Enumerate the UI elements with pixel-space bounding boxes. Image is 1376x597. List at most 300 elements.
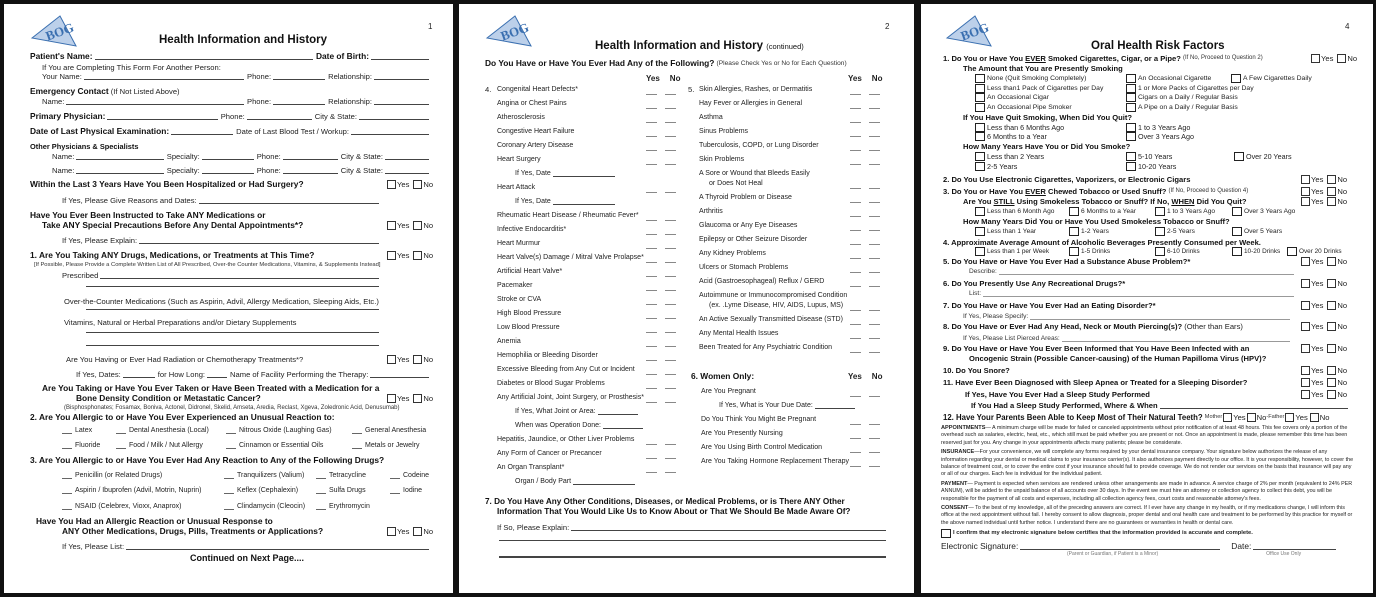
checkbox[interactable] <box>975 207 985 216</box>
no-checkbox[interactable] <box>1327 344 1336 353</box>
checkbox-option[interactable] <box>1126 132 1194 141</box>
no-blank[interactable] <box>665 289 676 291</box>
condition-detail-field[interactable] <box>598 413 638 415</box>
no-blank[interactable] <box>665 387 676 389</box>
no-blank[interactable] <box>665 219 676 221</box>
option-item[interactable] <box>352 441 419 450</box>
yes-label: Yes <box>1311 344 1324 353</box>
condition-detail-field[interactable] <box>573 483 635 485</box>
checkbox-option[interactable] <box>1069 207 1136 216</box>
physician-city-field[interactable] <box>359 118 429 120</box>
yes-checkbox[interactable] <box>1301 390 1310 399</box>
checkbox[interactable] <box>1126 103 1136 112</box>
option-blank[interactable] <box>62 433 72 434</box>
emergency-relationship-field[interactable] <box>374 103 429 105</box>
last-blood-field[interactable] <box>351 133 429 135</box>
specialty-field[interactable] <box>202 158 254 160</box>
yes-checkbox[interactable] <box>387 527 396 536</box>
no-blank[interactable] <box>869 135 880 137</box>
no-blank[interactable] <box>665 121 676 123</box>
yes-blank[interactable] <box>850 351 861 353</box>
no-checkbox[interactable] <box>1337 54 1346 63</box>
otc-field[interactable] <box>86 308 379 310</box>
no-blank[interactable] <box>665 345 676 347</box>
condition-label: Artificial Heart Valve* <box>497 268 563 275</box>
yes-blank[interactable] <box>850 257 861 259</box>
checkbox-option[interactable] <box>975 93 1049 102</box>
option-blank[interactable] <box>352 433 362 434</box>
yes-blank[interactable] <box>646 443 657 445</box>
list-field[interactable] <box>983 295 1294 297</box>
checkbox[interactable] <box>1069 247 1079 256</box>
yes-blank[interactable] <box>850 423 861 425</box>
explain-field-line3[interactable] <box>499 555 886 558</box>
yes-checkbox[interactable] <box>387 355 396 364</box>
checkbox-option[interactable] <box>1232 207 1295 216</box>
checkbox[interactable] <box>975 93 985 102</box>
no-blank[interactable] <box>869 337 880 339</box>
option-item[interactable] <box>390 471 429 480</box>
explain-field-line2[interactable] <box>499 539 886 541</box>
no-blank[interactable] <box>665 261 676 263</box>
option-blank[interactable] <box>116 433 126 434</box>
relationship-field[interactable] <box>374 78 429 80</box>
checkbox-label: 1 to 3 Years Ago <box>1138 123 1191 132</box>
prescribed-field[interactable] <box>100 277 379 279</box>
option-blank[interactable] <box>316 509 326 510</box>
yes-blank[interactable] <box>850 243 861 245</box>
no-blank[interactable] <box>869 215 880 217</box>
yes-blank[interactable] <box>646 121 657 123</box>
page-number: 1 <box>428 22 433 31</box>
no-checkbox[interactable] <box>1327 257 1336 266</box>
yes-blank[interactable] <box>646 135 657 137</box>
yes-checkbox[interactable] <box>1301 279 1310 288</box>
no-blank[interactable] <box>869 323 880 325</box>
checkbox[interactable] <box>1126 93 1136 102</box>
yes-blank[interactable] <box>850 437 861 439</box>
no-blank[interactable] <box>869 229 880 231</box>
option-blank[interactable] <box>352 448 362 449</box>
yes-blank[interactable] <box>646 303 657 305</box>
no-blank[interactable] <box>869 451 880 453</box>
option-item[interactable] <box>62 502 181 511</box>
yes-blank[interactable] <box>850 201 861 203</box>
no-blank[interactable] <box>869 201 880 203</box>
yes-blank[interactable] <box>646 401 657 403</box>
no-blank[interactable] <box>665 247 676 249</box>
no-blank[interactable] <box>869 243 880 245</box>
checkbox-option[interactable] <box>1126 93 1238 102</box>
yes-checkbox[interactable] <box>1301 175 1310 184</box>
option-item[interactable] <box>316 502 370 511</box>
no-checkbox[interactable] <box>1327 187 1336 196</box>
checkbox-option[interactable] <box>975 103 1072 112</box>
checkbox[interactable] <box>975 227 985 236</box>
yes-blank[interactable] <box>850 451 861 453</box>
checkbox[interactable] <box>1232 227 1242 236</box>
yes-blank[interactable] <box>850 337 861 339</box>
yes-blank[interactable] <box>646 247 657 249</box>
option-blank[interactable] <box>390 493 400 494</box>
no-checkbox[interactable] <box>413 355 422 364</box>
yes-blank[interactable] <box>850 215 861 217</box>
checkbox-option[interactable] <box>1232 227 1282 236</box>
checkbox-option[interactable] <box>1287 247 1342 256</box>
condition-detail-field[interactable] <box>815 407 855 409</box>
describe-field[interactable] <box>999 273 1294 275</box>
condition-item <box>699 221 797 230</box>
checkbox-option[interactable] <box>1126 74 1211 83</box>
yes-blank[interactable] <box>646 289 657 291</box>
no-blank[interactable] <box>869 423 880 425</box>
last-physical-field[interactable] <box>171 133 233 135</box>
no-label: No <box>423 527 434 536</box>
no-blank[interactable] <box>665 331 676 333</box>
date-field[interactable] <box>1253 548 1336 550</box>
confirm-checkbox[interactable] <box>941 529 951 538</box>
checkbox[interactable] <box>975 74 985 83</box>
yes-blank[interactable] <box>850 163 861 165</box>
no-blank[interactable] <box>869 107 880 109</box>
no-blank[interactable] <box>665 93 676 95</box>
yes-checkbox[interactable] <box>1301 322 1310 331</box>
yes-checkbox[interactable] <box>387 251 396 260</box>
checkbox[interactable] <box>1287 247 1297 256</box>
no-blank[interactable] <box>665 233 676 235</box>
specialty-field[interactable] <box>202 172 254 174</box>
yes-blank[interactable] <box>646 275 657 277</box>
bone-question: Are You Taking or Have You Ever Taken or Have Been Treated with a Medication for a <box>42 383 380 393</box>
yes-checkbox[interactable] <box>1311 54 1320 63</box>
option-item[interactable] <box>224 486 298 495</box>
checkbox-option[interactable] <box>1234 152 1292 161</box>
no-checkbox[interactable] <box>1327 279 1336 288</box>
option-item[interactable] <box>116 426 209 435</box>
no-blank[interactable] <box>665 163 676 165</box>
no-blank[interactable] <box>869 257 880 259</box>
yes-blank[interactable] <box>850 187 861 189</box>
checkbox-option[interactable] <box>975 227 1036 236</box>
checkbox[interactable] <box>1126 152 1136 161</box>
no-blank[interactable] <box>665 359 676 361</box>
no-checkbox[interactable] <box>1327 301 1336 310</box>
yes-blank[interactable] <box>850 309 861 311</box>
no-blank[interactable] <box>869 351 880 353</box>
father-yes-checkbox[interactable] <box>1285 413 1294 422</box>
yes-checkbox[interactable] <box>1301 366 1310 375</box>
pierced-field[interactable] <box>1062 340 1290 342</box>
checkbox-option[interactable] <box>1069 227 1109 236</box>
no-blank[interactable] <box>869 93 880 95</box>
emergency-phone-field[interactable] <box>273 103 325 105</box>
no-blank[interactable] <box>869 465 880 467</box>
yes-checkbox[interactable] <box>1301 257 1310 266</box>
facility-field[interactable] <box>370 376 429 378</box>
checkbox[interactable] <box>975 123 985 132</box>
yes-blank[interactable] <box>646 107 657 109</box>
no-checkbox[interactable] <box>1327 366 1336 375</box>
no-blank[interactable] <box>665 191 676 193</box>
yes-checkbox[interactable] <box>1301 344 1310 353</box>
checkbox[interactable] <box>975 247 985 256</box>
how-long-field[interactable] <box>207 376 227 378</box>
city-state-label: City & State: <box>340 166 383 175</box>
option-blank[interactable] <box>316 478 326 479</box>
no-blank[interactable] <box>665 401 676 403</box>
explain-field[interactable] <box>139 242 379 244</box>
yes-blank[interactable] <box>646 373 657 375</box>
option-blank[interactable] <box>316 493 326 494</box>
no-blank[interactable] <box>665 107 676 109</box>
no-blank[interactable] <box>869 309 880 311</box>
option-blank[interactable] <box>224 493 234 494</box>
yes-blank[interactable] <box>850 93 861 95</box>
checkbox-option[interactable] <box>1069 247 1110 256</box>
dates-field[interactable] <box>123 376 155 378</box>
option-label: Clindamycin (Cleocin) <box>237 503 306 510</box>
no-blank[interactable] <box>869 271 880 273</box>
checkbox-option[interactable] <box>975 84 1103 93</box>
no-blank[interactable] <box>665 471 676 473</box>
option-item[interactable] <box>226 441 323 450</box>
yes-blank[interactable] <box>850 395 861 397</box>
no-blank[interactable] <box>665 317 676 319</box>
option-item[interactable] <box>224 471 304 480</box>
specialist-city-field[interactable] <box>385 158 429 160</box>
no-checkbox[interactable] <box>1327 390 1336 399</box>
physician-phone-field[interactable] <box>247 118 312 120</box>
yes-checkbox[interactable] <box>1301 378 1310 387</box>
checkbox[interactable] <box>1069 207 1079 216</box>
yes-blank[interactable] <box>850 121 861 123</box>
option-item[interactable] <box>226 426 332 435</box>
option-blank[interactable] <box>62 509 72 510</box>
option-blank[interactable] <box>62 493 72 494</box>
yes-no-checkboxes <box>383 221 433 230</box>
yes-blank[interactable] <box>646 387 657 389</box>
no-checkbox[interactable] <box>413 394 422 403</box>
yes-blank[interactable] <box>850 107 861 109</box>
yes-blank[interactable] <box>646 191 657 193</box>
checkbox-option[interactable] <box>1126 162 1176 171</box>
checkbox-label: 5-10 Years <box>1138 152 1173 161</box>
checkbox[interactable] <box>975 84 985 93</box>
yes-blank[interactable] <box>850 149 861 151</box>
option-blank[interactable] <box>116 448 126 449</box>
no-blank[interactable] <box>665 443 676 445</box>
checkbox-label: Over 20 Drinks <box>1299 248 1342 255</box>
option-item[interactable] <box>62 486 201 495</box>
yes-blank[interactable] <box>646 233 657 235</box>
father-no-checkbox[interactable] <box>1310 413 1319 422</box>
no-blank[interactable] <box>869 187 880 189</box>
list-field[interactable] <box>126 548 429 550</box>
no-blank[interactable] <box>869 395 880 397</box>
yes-blank[interactable] <box>646 219 657 221</box>
yes-blank[interactable] <box>850 285 861 287</box>
no-checkbox[interactable] <box>1327 175 1336 184</box>
no-checkbox[interactable] <box>1327 378 1336 387</box>
yes-blank[interactable] <box>646 317 657 319</box>
no-blank[interactable] <box>869 285 880 287</box>
checkbox[interactable] <box>1126 162 1136 171</box>
no-blank[interactable] <box>869 437 880 439</box>
option-item[interactable] <box>62 471 162 480</box>
checkbox-option[interactable] <box>1155 227 1195 236</box>
specialist-phone-field[interactable] <box>283 158 338 160</box>
yes-blank[interactable] <box>646 261 657 263</box>
checkbox[interactable] <box>1155 207 1165 216</box>
checkbox-option[interactable] <box>1232 247 1280 256</box>
primary-physician-field[interactable] <box>107 118 217 120</box>
explain-field[interactable] <box>571 529 886 531</box>
no-blank[interactable] <box>665 303 676 305</box>
option-item[interactable] <box>224 502 305 511</box>
no-blank[interactable] <box>869 163 880 165</box>
no-blank[interactable] <box>665 275 676 277</box>
specialist-city-field[interactable] <box>385 172 429 174</box>
no-blank[interactable] <box>665 373 676 375</box>
option-blank[interactable] <box>224 509 234 510</box>
option-item[interactable] <box>62 441 100 450</box>
option-item[interactable] <box>316 486 366 495</box>
mother-yes-checkbox[interactable] <box>1223 413 1232 422</box>
specialist-phone-field[interactable] <box>283 172 338 174</box>
no-blank[interactable] <box>665 457 676 459</box>
checkbox-option[interactable] <box>1126 103 1238 112</box>
no-checkbox[interactable] <box>413 251 422 260</box>
option-blank[interactable] <box>224 478 234 479</box>
specialist-name-field[interactable] <box>76 158 163 160</box>
prescribed-field-line2[interactable] <box>86 285 379 287</box>
checkbox[interactable] <box>1232 247 1242 256</box>
signature-field[interactable] <box>1020 548 1220 550</box>
checkbox[interactable] <box>1231 74 1241 83</box>
option-item[interactable] <box>352 426 426 435</box>
yes-blank[interactable] <box>646 163 657 165</box>
checkbox[interactable] <box>1069 227 1079 236</box>
checkbox-option[interactable] <box>975 152 1044 161</box>
checkbox[interactable] <box>1232 207 1242 216</box>
checkbox-option[interactable] <box>1126 152 1172 161</box>
no-checkbox[interactable] <box>1327 322 1336 331</box>
checkbox[interactable] <box>975 132 985 141</box>
condition-label: Heart Valve(s) Damage / Mitral Valve Prolapse* <box>497 254 644 261</box>
condition-item <box>515 407 641 416</box>
checkbox[interactable] <box>1126 84 1136 93</box>
checkbox-option[interactable] <box>1126 123 1190 132</box>
no-checkbox[interactable] <box>413 221 422 230</box>
no-blank[interactable] <box>869 121 880 123</box>
checkbox-option[interactable] <box>1126 84 1254 93</box>
checkbox-option[interactable] <box>975 207 1054 216</box>
checkbox-option[interactable] <box>1231 74 1312 83</box>
yes-checkbox[interactable] <box>1301 197 1310 206</box>
yes-blank[interactable] <box>850 271 861 273</box>
patient-name-field[interactable] <box>95 58 313 60</box>
yes-checkbox[interactable] <box>1301 187 1310 196</box>
yes-blank[interactable] <box>850 135 861 137</box>
option-blank[interactable] <box>62 448 72 449</box>
yes-blank[interactable] <box>646 359 657 361</box>
checkbox[interactable] <box>975 103 985 112</box>
checkbox[interactable] <box>1234 152 1244 161</box>
yes-blank[interactable] <box>646 331 657 333</box>
checkbox[interactable] <box>1155 227 1165 236</box>
mother-no-checkbox[interactable] <box>1247 413 1256 422</box>
emergency-name-field[interactable] <box>66 103 244 105</box>
yes-blank[interactable] <box>646 345 657 347</box>
option-item[interactable] <box>390 486 422 495</box>
condition-detail-field[interactable] <box>553 203 615 205</box>
checkbox[interactable] <box>1126 132 1136 141</box>
checkbox-option[interactable] <box>975 247 1049 256</box>
yes-blank[interactable] <box>850 229 861 231</box>
option-item[interactable] <box>116 441 203 450</box>
checkbox-option[interactable] <box>975 123 1064 132</box>
dob-field[interactable] <box>371 58 429 60</box>
no-checkbox[interactable] <box>413 180 422 189</box>
policy-text: —For your convenience, we will complete any forms required by your dental insurance company. Your signature below authorizes the release of any information regarding your dental or medical claims to your insurance carrier(s). It also authorizes payment directly to our office. It is your responsibility, however, to cover the balance of treatment cost, or to cover the entire cost if your insurance should fail to provide coverage. We do not render our services on the basis that insurance will pay any or all of our charges. Each fee is individual for the individual patient. <box>941 449 1354 478</box>
option-item[interactable] <box>62 426 92 435</box>
yes-checkbox[interactable] <box>1301 301 1310 310</box>
checkbox[interactable] <box>1126 74 1136 83</box>
checkbox-option[interactable] <box>1155 207 1215 216</box>
checkbox[interactable] <box>975 152 985 161</box>
option-item[interactable] <box>316 471 366 480</box>
checkbox[interactable] <box>1155 247 1165 256</box>
specify-field[interactable] <box>1030 318 1290 320</box>
option-blank[interactable] <box>62 478 72 479</box>
option-label: Keflex (Cephalexin) <box>237 487 299 494</box>
no-blank[interactable] <box>665 149 676 151</box>
yes-blank[interactable] <box>646 457 657 459</box>
reasons-field[interactable] <box>199 202 379 204</box>
yes-blank[interactable] <box>850 465 861 467</box>
yes-blank[interactable] <box>850 323 861 325</box>
option-blank[interactable] <box>226 433 236 434</box>
yes-blank[interactable] <box>646 471 657 473</box>
your-name-field[interactable] <box>84 78 244 80</box>
condition-item <box>497 183 535 192</box>
checkbox[interactable] <box>975 162 985 171</box>
vitamins-field[interactable] <box>86 331 379 333</box>
condition-detail-field[interactable] <box>603 427 643 429</box>
no-checkbox[interactable] <box>1327 197 1336 206</box>
no-blank[interactable] <box>869 149 880 151</box>
no-blank[interactable] <box>665 135 676 137</box>
yes-checkbox[interactable] <box>387 394 396 403</box>
checkbox-option[interactable] <box>975 162 1017 171</box>
option-blank[interactable] <box>390 478 400 479</box>
checkbox-option[interactable] <box>975 132 1047 141</box>
checkbox[interactable] <box>1126 123 1136 132</box>
yes-blank[interactable] <box>646 93 657 95</box>
checkbox-option[interactable] <box>1155 247 1200 256</box>
yes-blank[interactable] <box>646 149 657 151</box>
phone-field[interactable] <box>273 78 325 80</box>
yes-checkbox[interactable] <box>387 221 396 230</box>
condition-detail-field[interactable] <box>553 175 615 177</box>
vitamins-field-line2[interactable] <box>86 344 379 346</box>
no-checkbox[interactable] <box>413 527 422 536</box>
option-blank[interactable] <box>226 448 236 449</box>
sleep-study-field[interactable] <box>1160 407 1348 409</box>
specialist-name-field[interactable] <box>76 172 163 174</box>
checkbox-option[interactable] <box>975 74 1086 83</box>
yes-checkbox[interactable] <box>387 180 396 189</box>
